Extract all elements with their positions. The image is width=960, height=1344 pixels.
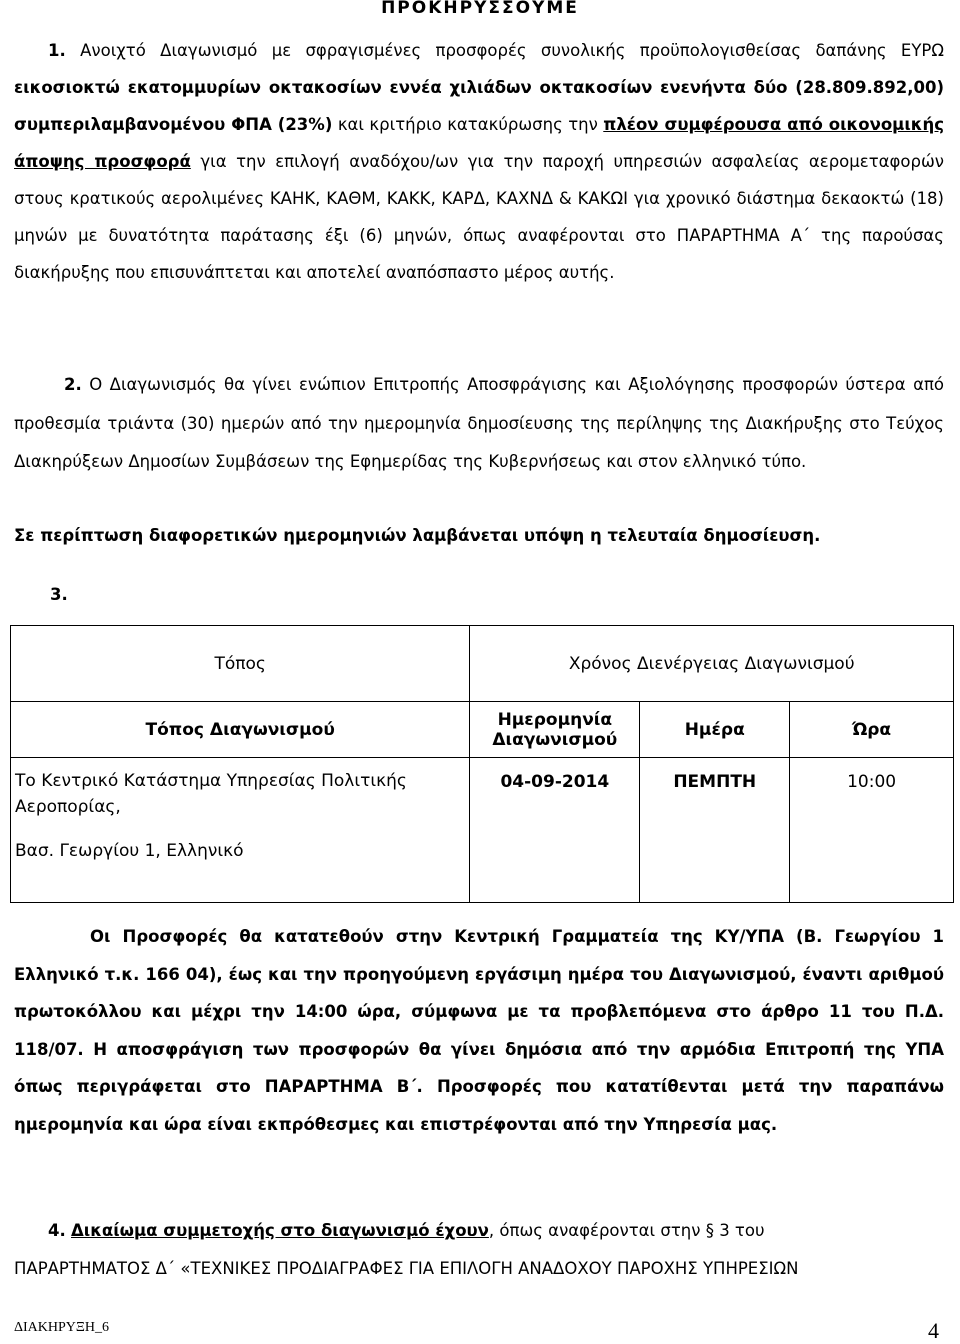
paragraph-2-bold-note: Σε περίπτωση διαφορετικών ημερομηνιών λαμβάνεται υπόψη η τελευταία δημοσίευση.: [14, 526, 821, 545]
cell-date: 04-09-2014: [470, 758, 640, 903]
footer-document-name: ΔΙΑΚΗΡΥΞΗ_6: [14, 1320, 110, 1335]
paragraph-2-number: 2.: [64, 375, 82, 394]
paragraph-1-criterion-bold: πλέον συμφέρουσα από οικονομικής άποψης προσφορά: [14, 115, 944, 171]
paragraph-1-body: για την επιλογή αναδόχου/ων για την παροχή υπηρεσιών ασφαλείας αερομεταφορών στους κρατικούς αερολιμένες ΚΑΗΚ, ΚΑΘΜ, ΚΑΚΚ, ΚΑΡΔ, ΚΑΧΝΔ & ΚΑΚΩΙ για χρονικό διάστημα δεκαοκτώ (18) μηνών με δυνατότητα παράτασης έξι (6) μηνών, όπως αναφέρονται στο ΠΑΡΑΡΤΗΜΑ Α΄ της παρούσας διακήρυξης που επισυνάπτεται και αποτελεί αναπόσπαστο μέρος αυτής.: [14, 152, 944, 282]
paragraph-4-line-1: [14, 1220, 944, 1258]
cell-day: ΠΕΜΠΤΗ: [640, 758, 790, 903]
paragraph-1-number: 1.: [48, 41, 66, 60]
place-line-2: Βασ. Γεωργίου 1, Ελληνικό: [15, 841, 244, 861]
place-line-1: Το Κεντρικό Κατάστημα Υπηρεσίας Πολιτικής Αεροπορίας,: [15, 771, 407, 817]
footer-page-number: 4: [928, 1318, 939, 1343]
header-time: Χρόνος Διενέργειας Διαγωνισμού: [470, 626, 954, 702]
table-header-row: [11, 626, 954, 702]
header-date: Ημερομηνία Διαγωνισμού: [470, 702, 640, 758]
header-day: Ημέρα: [640, 702, 790, 758]
paragraph-4: [14, 1220, 944, 1296]
cell-place: [11, 758, 470, 903]
header-hour: Ώρα: [790, 702, 954, 758]
table-subheader-row: [11, 702, 954, 758]
paragraph-4-bold: Δικαίωμα συμμετοχής στο διαγωνισμό έχουν: [71, 1221, 489, 1240]
schedule-table: [10, 625, 954, 903]
paragraph-1-intro: Ανοιχτό Διαγωνισμό με σφραγισμένες προσφορές συνολικής προϋπολογισθείσας δαπάνης ΕΥΡΩ: [80, 41, 944, 60]
paragraph-4-line-2: ΠΑΡΑΡΤΗΜΑΤΟΣ Δ΄ «ΤΕΧΝΙΚΕΣ ΠΡΟΔΙΑΓΡΑΦΕΣ ΓΙΑ ΕΠΙΛΟΓΗ ΑΝΑΔΟΧΟΥ ΠΑΡΟΧΗΣ ΥΠΗΡΕΣΙΩΝ: [14, 1259, 799, 1278]
header-place-sub: Τόπος Διαγωνισμού: [11, 702, 470, 758]
header-place: Τόπος: [11, 626, 470, 702]
submission-paragraph: Οι Προσφορές θα κατατεθούν στην Κεντρική Γραμματεία της ΚΥ/ΥΠΑ (Β. Γεωργίου 1 Ελληνικό τ.κ. 166 04), έως και την προηγούμενη εργάσιμη ημέρα του Διαγωνισμού, έναντι αριθμού πρωτοκόλλου και μέχρι την 14:00 ώρα, σύμφωνα με τα προβλεπόμενα στο άρθρο 11 του Π.Δ. 118/07. Η αποσφράγιση των προσφορών θα γίνει δημόσια από την αρμόδια Επιτροπή της ΥΠΑ όπως περιγράφεται στο ΠΑΡΑΡΤΗΜΑ Β΄. Προσφορές που κατατίθενται μετά την παραπάνω ημερομηνία και ώρα είναι εκπρόθεσμες και επιστρέφονται από την Υπηρεσία μας.: [14, 927, 944, 1134]
paragraph-1-amount: εικοσιοκτώ εκατομμυρίων οκτακοσίων εννέα χιλιάδων οκτακοσίων ενενήντα δύο (28.809.892,00) συμπεριλαμβανομένου ΦΠΑ (23%): [14, 78, 944, 134]
paragraph-4-rest: , όπως αναφέρονται στην § 3 του: [488, 1221, 765, 1240]
paragraph-3-number: 3.: [50, 585, 68, 604]
paragraph-1-criterion: και κριτήριο κατακύρωσης την: [337, 115, 598, 134]
paragraph-4-number: 4.: [48, 1221, 66, 1240]
paragraph-1: [14, 32, 944, 291]
page-title: ΠΡΟΚΗΡΥΣΣΟΥΜΕ: [381, 0, 579, 18]
paragraph-2: [14, 366, 944, 482]
table-row: [11, 758, 954, 903]
cell-hour: 10:00: [790, 758, 954, 903]
paragraph-2-body: Ο Διαγωνισμός θα γίνει ενώπιον Επιτροπής Αποσφράγισης και Αξιολόγησης προσφορών ύστερα από προθεσμία τριάντα (30) ημερών από την ημερομηνία δημοσίευσης της περίληψης της Διακήρυξης στο Τεύχος Διακηρύξεων Δημοσίων Συμβάσεων της Εφημερίδας της Κυβερνήσεως και στον ελληνικό τύπο.: [14, 375, 944, 471]
